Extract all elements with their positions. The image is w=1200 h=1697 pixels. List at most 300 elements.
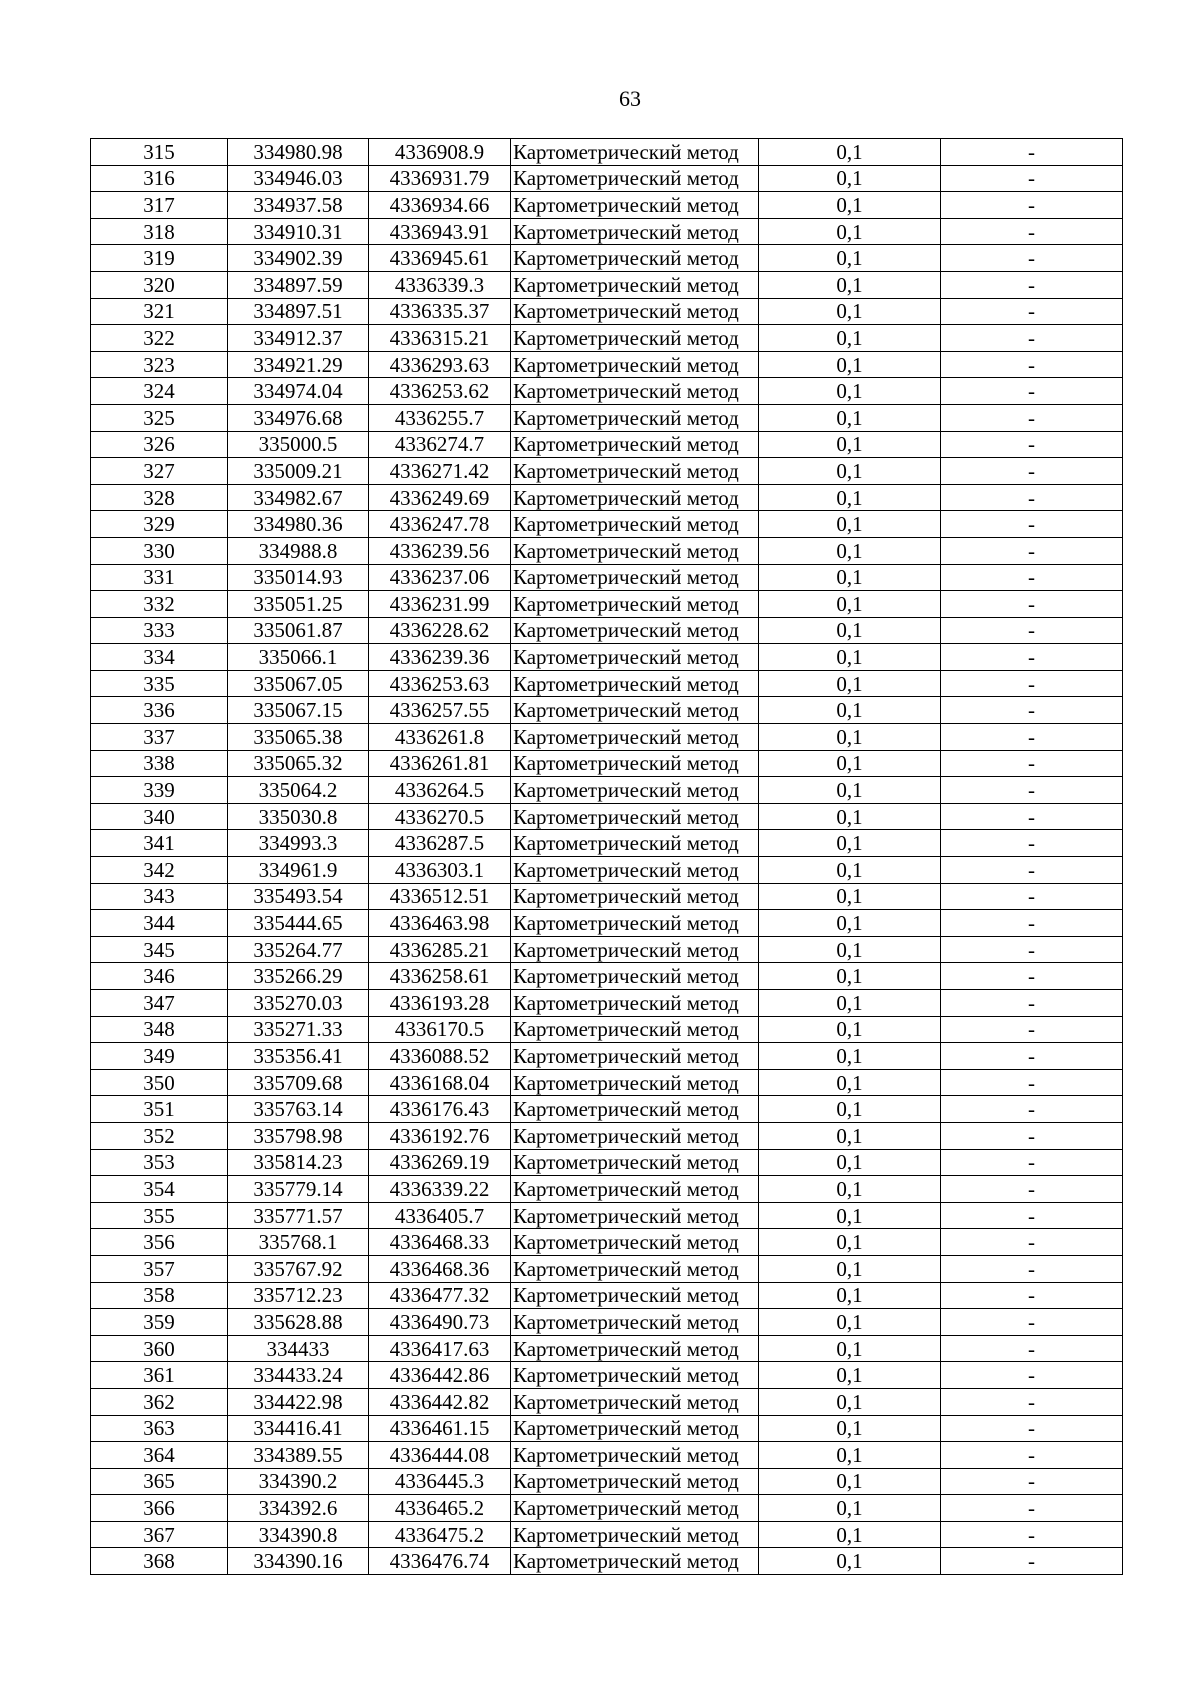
point-number-cell: 365 bbox=[91, 1468, 228, 1495]
note-cell: - bbox=[941, 1176, 1123, 1203]
method-cell: Картометрический метод bbox=[511, 670, 759, 697]
method-cell: Картометрический метод bbox=[511, 404, 759, 431]
table-row bbox=[91, 936, 1123, 963]
method-cell: Картометрический метод bbox=[511, 271, 759, 298]
point-number-cell: 323 bbox=[91, 351, 228, 378]
method-cell: Картометрический метод bbox=[511, 1468, 759, 1495]
x-coordinate-cell: 334946.03 bbox=[228, 165, 369, 192]
accuracy-cell: 0,1 bbox=[759, 404, 941, 431]
x-coordinate-cell: 334976.68 bbox=[228, 404, 369, 431]
method-cell: Картометрический метод bbox=[511, 644, 759, 671]
note-cell: - bbox=[941, 1442, 1123, 1469]
point-number-cell: 354 bbox=[91, 1176, 228, 1203]
x-coordinate-cell: 334392.6 bbox=[228, 1495, 369, 1522]
point-number-cell: 322 bbox=[91, 325, 228, 352]
method-cell: Картометрический метод bbox=[511, 431, 759, 458]
point-number-cell: 359 bbox=[91, 1309, 228, 1336]
x-coordinate-cell: 335067.15 bbox=[228, 697, 369, 724]
x-coordinate-cell: 334897.51 bbox=[228, 298, 369, 325]
point-number-cell: 364 bbox=[91, 1442, 228, 1469]
method-cell: Картометрический метод bbox=[511, 458, 759, 485]
y-coordinate-cell: 4336339.22 bbox=[369, 1176, 511, 1203]
x-coordinate-cell: 335051.25 bbox=[228, 591, 369, 618]
point-number-cell: 333 bbox=[91, 617, 228, 644]
y-coordinate-cell: 4336239.56 bbox=[369, 537, 511, 564]
page-number: 63 bbox=[619, 86, 641, 111]
x-coordinate-cell: 335014.93 bbox=[228, 564, 369, 591]
method-cell: Картометрический метод bbox=[511, 1282, 759, 1309]
point-number-cell: 316 bbox=[91, 165, 228, 192]
method-cell: Картометрический метод bbox=[511, 1521, 759, 1548]
x-coordinate-cell: 335712.23 bbox=[228, 1282, 369, 1309]
table-row bbox=[91, 1548, 1123, 1575]
note-cell: - bbox=[941, 1202, 1123, 1229]
note-cell: - bbox=[941, 404, 1123, 431]
accuracy-cell: 0,1 bbox=[759, 830, 941, 857]
x-coordinate-cell: 335763.14 bbox=[228, 1096, 369, 1123]
method-cell: Картометрический метод bbox=[511, 1096, 759, 1123]
accuracy-cell: 0,1 bbox=[759, 910, 941, 937]
point-number-cell: 318 bbox=[91, 218, 228, 245]
y-coordinate-cell: 4336463.98 bbox=[369, 910, 511, 937]
note-cell: - bbox=[941, 857, 1123, 884]
accuracy-cell: 0,1 bbox=[759, 750, 941, 777]
accuracy-cell: 0,1 bbox=[759, 1495, 941, 1522]
accuracy-cell: 0,1 bbox=[759, 218, 941, 245]
table-row bbox=[91, 245, 1123, 272]
y-coordinate-cell: 4336239.36 bbox=[369, 644, 511, 671]
table-row bbox=[91, 1096, 1123, 1123]
point-number-cell: 336 bbox=[91, 697, 228, 724]
accuracy-cell: 0,1 bbox=[759, 1255, 941, 1282]
x-coordinate-cell: 334422.98 bbox=[228, 1388, 369, 1415]
point-number-cell: 334 bbox=[91, 644, 228, 671]
table-row bbox=[91, 431, 1123, 458]
accuracy-cell: 0,1 bbox=[759, 1282, 941, 1309]
note-cell: - bbox=[941, 165, 1123, 192]
table-row bbox=[91, 404, 1123, 431]
accuracy-cell: 0,1 bbox=[759, 697, 941, 724]
y-coordinate-cell: 4336269.19 bbox=[369, 1149, 511, 1176]
accuracy-cell: 0,1 bbox=[759, 1415, 941, 1442]
point-number-cell: 328 bbox=[91, 484, 228, 511]
point-number-cell: 346 bbox=[91, 963, 228, 990]
table-row bbox=[91, 271, 1123, 298]
point-number-cell: 335 bbox=[91, 670, 228, 697]
table-row bbox=[91, 777, 1123, 804]
x-coordinate-cell: 335628.88 bbox=[228, 1309, 369, 1336]
table-row bbox=[91, 670, 1123, 697]
accuracy-cell: 0,1 bbox=[759, 803, 941, 830]
y-coordinate-cell: 4336442.82 bbox=[369, 1388, 511, 1415]
table-row bbox=[91, 351, 1123, 378]
method-cell: Картометрический метод bbox=[511, 192, 759, 219]
note-cell: - bbox=[941, 458, 1123, 485]
accuracy-cell: 0,1 bbox=[759, 165, 941, 192]
accuracy-cell: 0,1 bbox=[759, 670, 941, 697]
x-coordinate-cell: 334961.9 bbox=[228, 857, 369, 884]
x-coordinate-cell: 335061.87 bbox=[228, 617, 369, 644]
accuracy-cell: 0,1 bbox=[759, 139, 941, 166]
x-coordinate-cell: 335067.05 bbox=[228, 670, 369, 697]
method-cell: Картометрический метод bbox=[511, 245, 759, 272]
point-number-cell: 321 bbox=[91, 298, 228, 325]
point-number-cell: 330 bbox=[91, 537, 228, 564]
y-coordinate-cell: 4336258.61 bbox=[369, 963, 511, 990]
table-row bbox=[91, 1069, 1123, 1096]
table-row bbox=[91, 644, 1123, 671]
x-coordinate-cell: 335065.32 bbox=[228, 750, 369, 777]
accuracy-cell: 0,1 bbox=[759, 777, 941, 804]
table-row bbox=[91, 511, 1123, 538]
accuracy-cell: 0,1 bbox=[759, 1309, 941, 1336]
table-row bbox=[91, 1495, 1123, 1522]
table-row bbox=[91, 1149, 1123, 1176]
point-number-cell: 360 bbox=[91, 1335, 228, 1362]
x-coordinate-cell: 334921.29 bbox=[228, 351, 369, 378]
x-coordinate-cell: 335266.29 bbox=[228, 963, 369, 990]
accuracy-cell: 0,1 bbox=[759, 1069, 941, 1096]
note-cell: - bbox=[941, 1096, 1123, 1123]
x-coordinate-cell: 334389.55 bbox=[228, 1442, 369, 1469]
x-coordinate-cell: 335264.77 bbox=[228, 936, 369, 963]
table-row bbox=[91, 1043, 1123, 1070]
table-row bbox=[91, 1229, 1123, 1256]
x-coordinate-cell: 335065.38 bbox=[228, 724, 369, 751]
accuracy-cell: 0,1 bbox=[759, 1442, 941, 1469]
y-coordinate-cell: 4336176.43 bbox=[369, 1096, 511, 1123]
note-cell: - bbox=[941, 378, 1123, 405]
note-cell: - bbox=[941, 1309, 1123, 1336]
point-number-cell: 367 bbox=[91, 1521, 228, 1548]
x-coordinate-cell: 335356.41 bbox=[228, 1043, 369, 1070]
method-cell: Картометрический метод bbox=[511, 1255, 759, 1282]
x-coordinate-cell: 335270.03 bbox=[228, 990, 369, 1017]
method-cell: Картометрический метод bbox=[511, 803, 759, 830]
table-row bbox=[91, 218, 1123, 245]
accuracy-cell: 0,1 bbox=[759, 192, 941, 219]
accuracy-cell: 0,1 bbox=[759, 484, 941, 511]
y-coordinate-cell: 4336249.69 bbox=[369, 484, 511, 511]
x-coordinate-cell: 334390.2 bbox=[228, 1468, 369, 1495]
note-cell: - bbox=[941, 1282, 1123, 1309]
point-number-cell: 341 bbox=[91, 830, 228, 857]
accuracy-cell: 0,1 bbox=[759, 298, 941, 325]
table-row bbox=[91, 990, 1123, 1017]
y-coordinate-cell: 4336512.51 bbox=[369, 883, 511, 910]
method-cell: Картометрический метод bbox=[511, 830, 759, 857]
method-cell: Картометрический метод bbox=[511, 139, 759, 166]
accuracy-cell: 0,1 bbox=[759, 1362, 941, 1389]
x-coordinate-cell: 334433 bbox=[228, 1335, 369, 1362]
y-coordinate-cell: 4336285.21 bbox=[369, 936, 511, 963]
method-cell: Картометрический метод bbox=[511, 1069, 759, 1096]
note-cell: - bbox=[941, 1495, 1123, 1522]
x-coordinate-cell: 334897.59 bbox=[228, 271, 369, 298]
y-coordinate-cell: 4336270.5 bbox=[369, 803, 511, 830]
table-row bbox=[91, 697, 1123, 724]
table-row bbox=[91, 1255, 1123, 1282]
x-coordinate-cell: 335009.21 bbox=[228, 458, 369, 485]
point-number-cell: 348 bbox=[91, 1016, 228, 1043]
point-number-cell: 329 bbox=[91, 511, 228, 538]
note-cell: - bbox=[941, 1043, 1123, 1070]
table-row bbox=[91, 1362, 1123, 1389]
table-row bbox=[91, 1388, 1123, 1415]
note-cell: - bbox=[941, 1122, 1123, 1149]
table-row bbox=[91, 591, 1123, 618]
note-cell: - bbox=[941, 591, 1123, 618]
table-row bbox=[91, 139, 1123, 166]
x-coordinate-cell: 335798.98 bbox=[228, 1122, 369, 1149]
point-number-cell: 345 bbox=[91, 936, 228, 963]
y-coordinate-cell: 4336170.5 bbox=[369, 1016, 511, 1043]
accuracy-cell: 0,1 bbox=[759, 1043, 941, 1070]
table-row bbox=[91, 1122, 1123, 1149]
accuracy-cell: 0,1 bbox=[759, 325, 941, 352]
note-cell: - bbox=[941, 777, 1123, 804]
note-cell: - bbox=[941, 1229, 1123, 1256]
note-cell: - bbox=[941, 910, 1123, 937]
point-number-cell: 320 bbox=[91, 271, 228, 298]
method-cell: Картометрический метод bbox=[511, 857, 759, 884]
note-cell: - bbox=[941, 617, 1123, 644]
point-number-cell: 355 bbox=[91, 1202, 228, 1229]
accuracy-cell: 0,1 bbox=[759, 1096, 941, 1123]
note-cell: - bbox=[941, 1255, 1123, 1282]
method-cell: Картометрический метод bbox=[511, 1442, 759, 1469]
accuracy-cell: 0,1 bbox=[759, 936, 941, 963]
method-cell: Картометрический метод bbox=[511, 910, 759, 937]
accuracy-cell: 0,1 bbox=[759, 617, 941, 644]
method-cell: Картометрический метод bbox=[511, 378, 759, 405]
note-cell: - bbox=[941, 484, 1123, 511]
point-number-cell: 343 bbox=[91, 883, 228, 910]
y-coordinate-cell: 4336255.7 bbox=[369, 404, 511, 431]
x-coordinate-cell: 334390.8 bbox=[228, 1521, 369, 1548]
y-coordinate-cell: 4336943.91 bbox=[369, 218, 511, 245]
accuracy-cell: 0,1 bbox=[759, 1122, 941, 1149]
method-cell: Картометрический метод bbox=[511, 351, 759, 378]
x-coordinate-cell: 335493.54 bbox=[228, 883, 369, 910]
table-row bbox=[91, 564, 1123, 591]
note-cell: - bbox=[941, 1415, 1123, 1442]
y-coordinate-cell: 4336476.74 bbox=[369, 1548, 511, 1575]
x-coordinate-cell: 334974.04 bbox=[228, 378, 369, 405]
accuracy-cell: 0,1 bbox=[759, 591, 941, 618]
point-number-cell: 332 bbox=[91, 591, 228, 618]
table-row bbox=[91, 537, 1123, 564]
accuracy-cell: 0,1 bbox=[759, 644, 941, 671]
table-row bbox=[91, 857, 1123, 884]
note-cell: - bbox=[941, 644, 1123, 671]
y-coordinate-cell: 4336261.81 bbox=[369, 750, 511, 777]
point-number-cell: 339 bbox=[91, 777, 228, 804]
table-row bbox=[91, 192, 1123, 219]
y-coordinate-cell: 4336468.33 bbox=[369, 1229, 511, 1256]
x-coordinate-cell: 334988.8 bbox=[228, 537, 369, 564]
accuracy-cell: 0,1 bbox=[759, 245, 941, 272]
table-row bbox=[91, 803, 1123, 830]
y-coordinate-cell: 4336293.63 bbox=[369, 351, 511, 378]
note-cell: - bbox=[941, 1521, 1123, 1548]
point-number-cell: 324 bbox=[91, 378, 228, 405]
y-coordinate-cell: 4336475.2 bbox=[369, 1521, 511, 1548]
table-row bbox=[91, 1415, 1123, 1442]
method-cell: Картометрический метод bbox=[511, 617, 759, 644]
point-number-cell: 352 bbox=[91, 1122, 228, 1149]
y-coordinate-cell: 4336253.62 bbox=[369, 378, 511, 405]
table-row bbox=[91, 1309, 1123, 1336]
accuracy-cell: 0,1 bbox=[759, 378, 941, 405]
accuracy-cell: 0,1 bbox=[759, 1149, 941, 1176]
note-cell: - bbox=[941, 1016, 1123, 1043]
method-cell: Картометрический метод bbox=[511, 165, 759, 192]
y-coordinate-cell: 4336287.5 bbox=[369, 830, 511, 857]
table-row bbox=[91, 1282, 1123, 1309]
accuracy-cell: 0,1 bbox=[759, 431, 941, 458]
table-row bbox=[91, 910, 1123, 937]
y-coordinate-cell: 4336444.08 bbox=[369, 1442, 511, 1469]
method-cell: Картометрический метод bbox=[511, 564, 759, 591]
accuracy-cell: 0,1 bbox=[759, 1176, 941, 1203]
note-cell: - bbox=[941, 325, 1123, 352]
y-coordinate-cell: 4336247.78 bbox=[369, 511, 511, 538]
method-cell: Картометрический метод bbox=[511, 777, 759, 804]
table-body bbox=[91, 139, 1123, 1575]
y-coordinate-cell: 4336335.37 bbox=[369, 298, 511, 325]
y-coordinate-cell: 4336231.99 bbox=[369, 591, 511, 618]
note-cell: - bbox=[941, 963, 1123, 990]
note-cell: - bbox=[941, 245, 1123, 272]
table-row bbox=[91, 830, 1123, 857]
y-coordinate-cell: 4336303.1 bbox=[369, 857, 511, 884]
x-coordinate-cell: 334980.98 bbox=[228, 139, 369, 166]
accuracy-cell: 0,1 bbox=[759, 1468, 941, 1495]
point-number-cell: 327 bbox=[91, 458, 228, 485]
method-cell: Картометрический метод bbox=[511, 963, 759, 990]
table-row bbox=[91, 1521, 1123, 1548]
note-cell: - bbox=[941, 697, 1123, 724]
accuracy-cell: 0,1 bbox=[759, 724, 941, 751]
point-number-cell: 358 bbox=[91, 1282, 228, 1309]
coordinates-table bbox=[90, 138, 1123, 1575]
point-number-cell: 319 bbox=[91, 245, 228, 272]
y-coordinate-cell: 4336168.04 bbox=[369, 1069, 511, 1096]
table-row bbox=[91, 724, 1123, 751]
table-row bbox=[91, 1335, 1123, 1362]
point-number-cell: 317 bbox=[91, 192, 228, 219]
note-cell: - bbox=[941, 670, 1123, 697]
y-coordinate-cell: 4336192.76 bbox=[369, 1122, 511, 1149]
x-coordinate-cell: 334390.16 bbox=[228, 1548, 369, 1575]
accuracy-cell: 0,1 bbox=[759, 1521, 941, 1548]
method-cell: Картометрический метод bbox=[511, 218, 759, 245]
method-cell: Картометрический метод bbox=[511, 1335, 759, 1362]
note-cell: - bbox=[941, 192, 1123, 219]
table-row bbox=[91, 458, 1123, 485]
x-coordinate-cell: 335066.1 bbox=[228, 644, 369, 671]
method-cell: Картометрический метод bbox=[511, 1202, 759, 1229]
point-number-cell: 338 bbox=[91, 750, 228, 777]
point-number-cell: 326 bbox=[91, 431, 228, 458]
note-cell: - bbox=[941, 750, 1123, 777]
method-cell: Картометрический метод bbox=[511, 1495, 759, 1522]
method-cell: Картометрический метод bbox=[511, 1043, 759, 1070]
accuracy-cell: 0,1 bbox=[759, 511, 941, 538]
x-coordinate-cell: 335000.5 bbox=[228, 431, 369, 458]
accuracy-cell: 0,1 bbox=[759, 1388, 941, 1415]
point-number-cell: 349 bbox=[91, 1043, 228, 1070]
point-number-cell: 325 bbox=[91, 404, 228, 431]
method-cell: Картометрический метод bbox=[511, 1309, 759, 1336]
method-cell: Картометрический метод bbox=[511, 1415, 759, 1442]
y-coordinate-cell: 4336237.06 bbox=[369, 564, 511, 591]
method-cell: Картометрический метод bbox=[511, 1122, 759, 1149]
x-coordinate-cell: 334902.39 bbox=[228, 245, 369, 272]
point-number-cell: 356 bbox=[91, 1229, 228, 1256]
point-number-cell: 347 bbox=[91, 990, 228, 1017]
x-coordinate-cell: 334980.36 bbox=[228, 511, 369, 538]
y-coordinate-cell: 4336193.28 bbox=[369, 990, 511, 1017]
table-row bbox=[91, 617, 1123, 644]
y-coordinate-cell: 4336228.62 bbox=[369, 617, 511, 644]
y-coordinate-cell: 4336934.66 bbox=[369, 192, 511, 219]
note-cell: - bbox=[941, 1548, 1123, 1575]
point-number-cell: 351 bbox=[91, 1096, 228, 1123]
method-cell: Картометрический метод bbox=[511, 484, 759, 511]
accuracy-cell: 0,1 bbox=[759, 564, 941, 591]
note-cell: - bbox=[941, 1335, 1123, 1362]
table-row bbox=[91, 963, 1123, 990]
point-number-cell: 361 bbox=[91, 1362, 228, 1389]
note-cell: - bbox=[941, 1069, 1123, 1096]
x-coordinate-cell: 335064.2 bbox=[228, 777, 369, 804]
method-cell: Картометрический метод bbox=[511, 724, 759, 751]
method-cell: Картометрический метод bbox=[511, 298, 759, 325]
x-coordinate-cell: 335444.65 bbox=[228, 910, 369, 937]
method-cell: Картометрический метод bbox=[511, 1229, 759, 1256]
note-cell: - bbox=[941, 803, 1123, 830]
point-number-cell: 342 bbox=[91, 857, 228, 884]
y-coordinate-cell: 4336088.52 bbox=[369, 1043, 511, 1070]
note-cell: - bbox=[941, 431, 1123, 458]
x-coordinate-cell: 334912.37 bbox=[228, 325, 369, 352]
point-number-cell: 337 bbox=[91, 724, 228, 751]
method-cell: Картометрический метод bbox=[511, 1362, 759, 1389]
note-cell: - bbox=[941, 883, 1123, 910]
table-row bbox=[91, 1202, 1123, 1229]
point-number-cell: 350 bbox=[91, 1069, 228, 1096]
method-cell: Картометрический метод bbox=[511, 1388, 759, 1415]
method-cell: Картометрический метод bbox=[511, 750, 759, 777]
point-number-cell: 357 bbox=[91, 1255, 228, 1282]
note-cell: - bbox=[941, 511, 1123, 538]
method-cell: Картометрический метод bbox=[511, 591, 759, 618]
table-row bbox=[91, 298, 1123, 325]
y-coordinate-cell: 4336442.86 bbox=[369, 1362, 511, 1389]
accuracy-cell: 0,1 bbox=[759, 857, 941, 884]
note-cell: - bbox=[941, 298, 1123, 325]
accuracy-cell: 0,1 bbox=[759, 271, 941, 298]
note-cell: - bbox=[941, 990, 1123, 1017]
table-row bbox=[91, 750, 1123, 777]
table-row bbox=[91, 1468, 1123, 1495]
accuracy-cell: 0,1 bbox=[759, 537, 941, 564]
method-cell: Картометрический метод bbox=[511, 1016, 759, 1043]
point-number-cell: 340 bbox=[91, 803, 228, 830]
accuracy-cell: 0,1 bbox=[759, 1229, 941, 1256]
